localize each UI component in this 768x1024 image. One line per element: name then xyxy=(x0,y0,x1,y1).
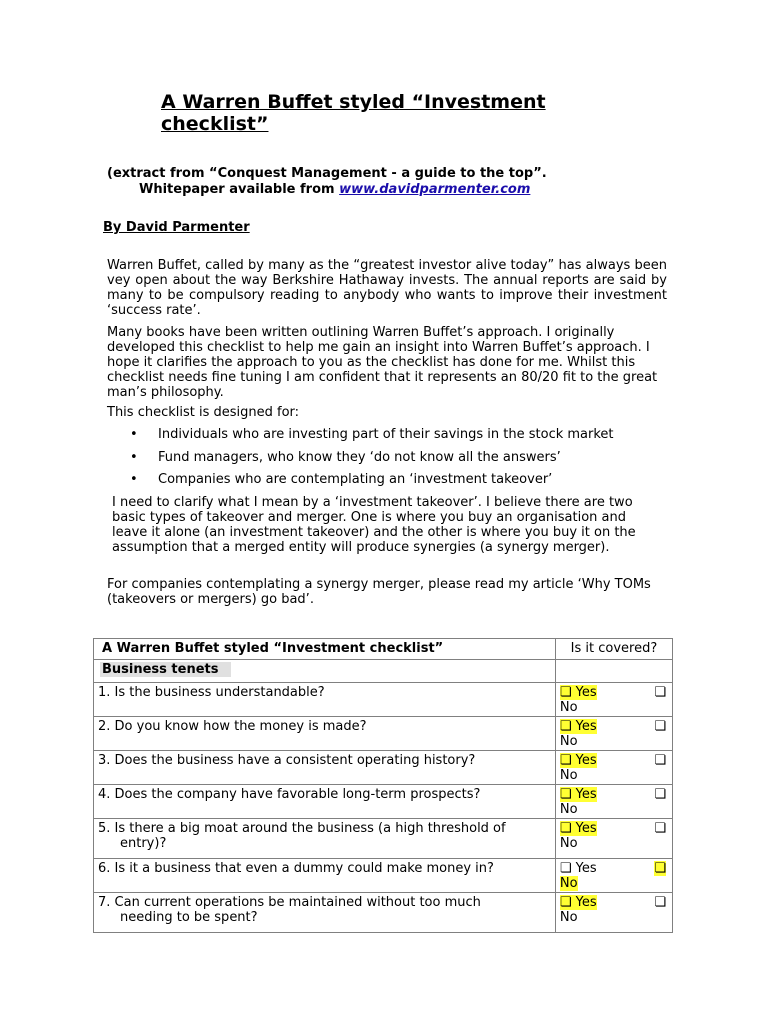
section-cell xyxy=(94,660,556,683)
table-row xyxy=(94,785,673,819)
whitepaper-label: Whitepaper available from xyxy=(139,182,340,197)
table-header-row xyxy=(94,639,673,660)
checkbox-icon: ❏ xyxy=(559,821,572,836)
whitepaper-line xyxy=(107,182,607,198)
section-row xyxy=(94,660,673,683)
table-row xyxy=(94,819,673,859)
yes-label: Yes xyxy=(575,895,597,910)
section-empty-cell xyxy=(555,660,672,683)
answer-cell xyxy=(555,717,672,751)
table-row xyxy=(94,751,673,785)
question-cell: 3. Does the business have a consistent operating history? xyxy=(94,751,556,785)
yes-option[interactable] xyxy=(560,821,597,836)
answer-group xyxy=(560,719,668,749)
answer-group xyxy=(560,753,668,783)
extract-note xyxy=(107,166,607,198)
investment-checklist-table xyxy=(93,638,673,933)
answer-cell xyxy=(555,893,672,933)
list-item-text: Individuals who are investing part of their savings in the stock market xyxy=(158,427,614,442)
no-label: No xyxy=(559,910,578,925)
yes-option[interactable] xyxy=(560,895,597,910)
question-cell: 6. Is it a business that even a dummy could make money in? xyxy=(94,859,556,893)
question-cell: 4. Does the company have favorable long-term prospects? xyxy=(94,785,556,819)
yes-label: Yes xyxy=(575,861,597,876)
question-cell: 2. Do you know how the money is made? xyxy=(94,717,556,751)
page-title: A Warren Buffet styled “Investment checklist” xyxy=(161,91,546,135)
designed-for-paragraph: This checklist is designed for: xyxy=(107,405,300,420)
answer-cell xyxy=(555,785,672,819)
table-row xyxy=(94,683,673,717)
question-cell xyxy=(94,893,556,933)
question-text-continued: needing to be spent? xyxy=(120,910,258,925)
checkbox-icon: ❏ xyxy=(559,895,572,910)
answer-group xyxy=(560,685,668,715)
no-label: No xyxy=(559,836,578,851)
question-text: 5. Is there a big moat around the business (a high threshold of xyxy=(98,821,506,836)
checkbox-icon[interactable]: ❏ xyxy=(654,861,666,876)
yes-label: Yes xyxy=(575,685,597,700)
yes-option[interactable] xyxy=(560,753,597,768)
checkbox-icon[interactable]: ❏ xyxy=(654,719,666,734)
table-row xyxy=(94,893,673,933)
takeover-paragraph: I need to clarify what I mean by a ‘investment takeover’. I believe there are two basic types of takeover and merger. One is where you buy an organisation and leave it alone (an investment takeover) and the other is where you buy it on the assumption that a merged entity will produce synergies (a synergy merger). xyxy=(112,495,636,555)
question-text: 7. Can current operations be maintained without too much xyxy=(98,895,481,910)
answer-group xyxy=(560,861,668,891)
checkbox-icon[interactable]: ❏ xyxy=(654,821,666,836)
yes-option[interactable] xyxy=(560,861,597,876)
header-covered: Is it covered? xyxy=(555,639,672,660)
bullet-icon: • xyxy=(130,472,138,487)
checkbox-icon[interactable]: ❏ xyxy=(654,787,666,802)
byline: By David Parmenter xyxy=(103,220,250,235)
answer-group xyxy=(560,895,668,925)
yes-label: Yes xyxy=(575,821,597,836)
checkbox-icon[interactable]: ❏ xyxy=(654,685,666,700)
bullet-icon: • xyxy=(130,449,138,465)
answer-cell xyxy=(555,859,672,893)
question-cell: 1. Is the business understandable? xyxy=(94,683,556,717)
website-link[interactable]: www.davidparmenter.com xyxy=(339,182,531,197)
list-item-text: Fund managers, who know they ‘do not know all the answers’ xyxy=(158,449,561,465)
bullet-icon: • xyxy=(130,427,138,442)
table-row xyxy=(94,717,673,751)
question-text-continued: entry)? xyxy=(120,836,167,851)
list-item xyxy=(130,472,660,495)
answer-cell xyxy=(555,751,672,785)
yes-label: Yes xyxy=(575,787,597,802)
no-label: No xyxy=(559,734,578,749)
extract-line: (extract from “Conquest Management - a guide to the top”. xyxy=(107,166,547,181)
list-item xyxy=(130,450,660,473)
yes-option[interactable] xyxy=(560,787,597,802)
yes-option[interactable] xyxy=(560,685,597,700)
checkbox-icon[interactable]: ❏ xyxy=(654,895,666,910)
audience-list xyxy=(130,427,660,495)
no-label: No xyxy=(559,768,578,783)
checkbox-icon: ❏ xyxy=(559,787,572,802)
yes-option[interactable] xyxy=(560,719,597,734)
checkbox-icon: ❏ xyxy=(559,753,572,768)
table-row xyxy=(94,859,673,893)
checkbox-icon: ❏ xyxy=(559,719,572,734)
header-question: A Warren Buffet styled “Investment checklist” xyxy=(94,639,556,660)
answer-cell xyxy=(555,683,672,717)
list-item xyxy=(130,427,660,450)
answer-group xyxy=(560,787,668,817)
checkbox-icon: ❏ xyxy=(559,861,572,876)
yes-label: Yes xyxy=(575,753,597,768)
yes-label: Yes xyxy=(575,719,597,734)
answer-cell xyxy=(555,819,672,859)
question-cell xyxy=(94,819,556,859)
books-paragraph: Many books have been written outlining Warren Buffet’s approach. I originally developed this checklist to help me gain an insight into Warren Buffet’s approach. I hope it clarifies the approach to you as the checklist has done for me. Whilst this checklist needs fine tuning I am confident that it represents an 80/20 fit to the great man’s philosophy. xyxy=(107,325,658,400)
answer-group xyxy=(560,821,668,851)
section-label: Business tenets xyxy=(100,662,231,677)
intro-paragraph: Warren Buffet, called by many as the “greatest investor alive today” has always been vey open about the way Berkshire Hathaway invests. The annual reports are said by many to be compulsory reading to anybody who wants to improve their investment ‘success rate’. xyxy=(107,258,667,318)
list-item-text: Companies who are contemplating an ‘investment takeover’ xyxy=(158,472,553,487)
synergy-paragraph: For companies contemplating a synergy merger, please read my article ‘Why TOMs (takeovers or mergers) go bad’. xyxy=(107,577,651,607)
checkbox-icon[interactable]: ❏ xyxy=(654,753,666,768)
no-label: No xyxy=(559,876,578,891)
no-label: No xyxy=(559,700,578,715)
no-label: No xyxy=(559,802,578,817)
checkbox-icon: ❏ xyxy=(559,685,572,700)
